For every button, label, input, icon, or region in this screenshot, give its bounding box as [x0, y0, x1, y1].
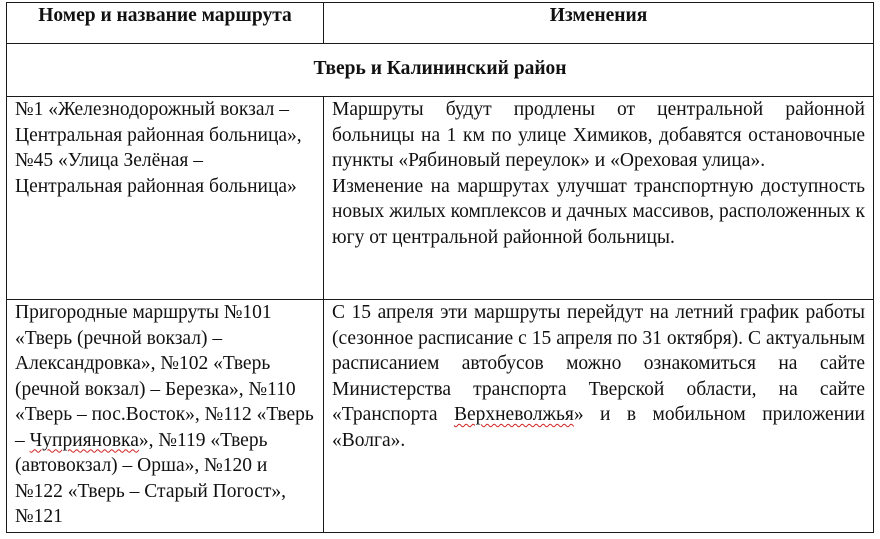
route-changes-table [6, 2, 874, 533]
table-row [7, 300, 874, 533]
route-text: », №119 «Тверь (автовокзал) – Орша», №120 и №122 «Тверь – Старый Погост», №121 [15, 429, 287, 527]
header-changes: Изменения [324, 3, 874, 44]
table-header-row [7, 3, 874, 44]
changes-paragraph [332, 300, 865, 453]
changes-cell [324, 300, 874, 533]
spellcheck-word: Чуприяновка [29, 429, 139, 451]
changes-text: » и в мобильном приложении «Волга». [332, 404, 865, 451]
route-cell: №1 «Железнодорожный вокзал – Центральная районная больница», №45 «Улица Зелёная – Центральная районная больница» [7, 97, 324, 300]
spellcheck-word: Верхневолжья [453, 404, 574, 425]
section-title: Тверь и Калининский район [7, 44, 874, 97]
changes-cell [324, 97, 874, 300]
changes-paragraph: Изменение на маршрутах улучшат транспортную доступность новых жилых комплексов и дачных массивов, расположенных к югу от центральной районной больницы. [332, 175, 865, 248]
section-row [7, 44, 874, 97]
changes-text: С 15 апреля эти маршруты перейдут на летний график работы (сезонное расписание с 15 апреля по 31 октября). С актуальным расписанием автобусов можно ознакомиться на сайте Министерства транспорта Тверской области, на сайте «Транспорта [332, 302, 865, 425]
changes-paragraph: Маршруты будут продлены от центральной районной больницы на 1 км по улице Химиков, добавятся остановочные пункты «Рябиновый переулок» и «Ореховая улица». [332, 99, 865, 171]
route-cell [7, 300, 324, 533]
header-route: Номер и название маршрута [7, 3, 324, 44]
table-row [7, 97, 874, 300]
route-text: Пригородные маршруты №101 «Тверь (речной вокзал) – Александровка», №102 «Тверь (речной вокзал) – Березка», №110 «Тверь – пос.Восток», №112 «Тверь – [15, 302, 314, 451]
